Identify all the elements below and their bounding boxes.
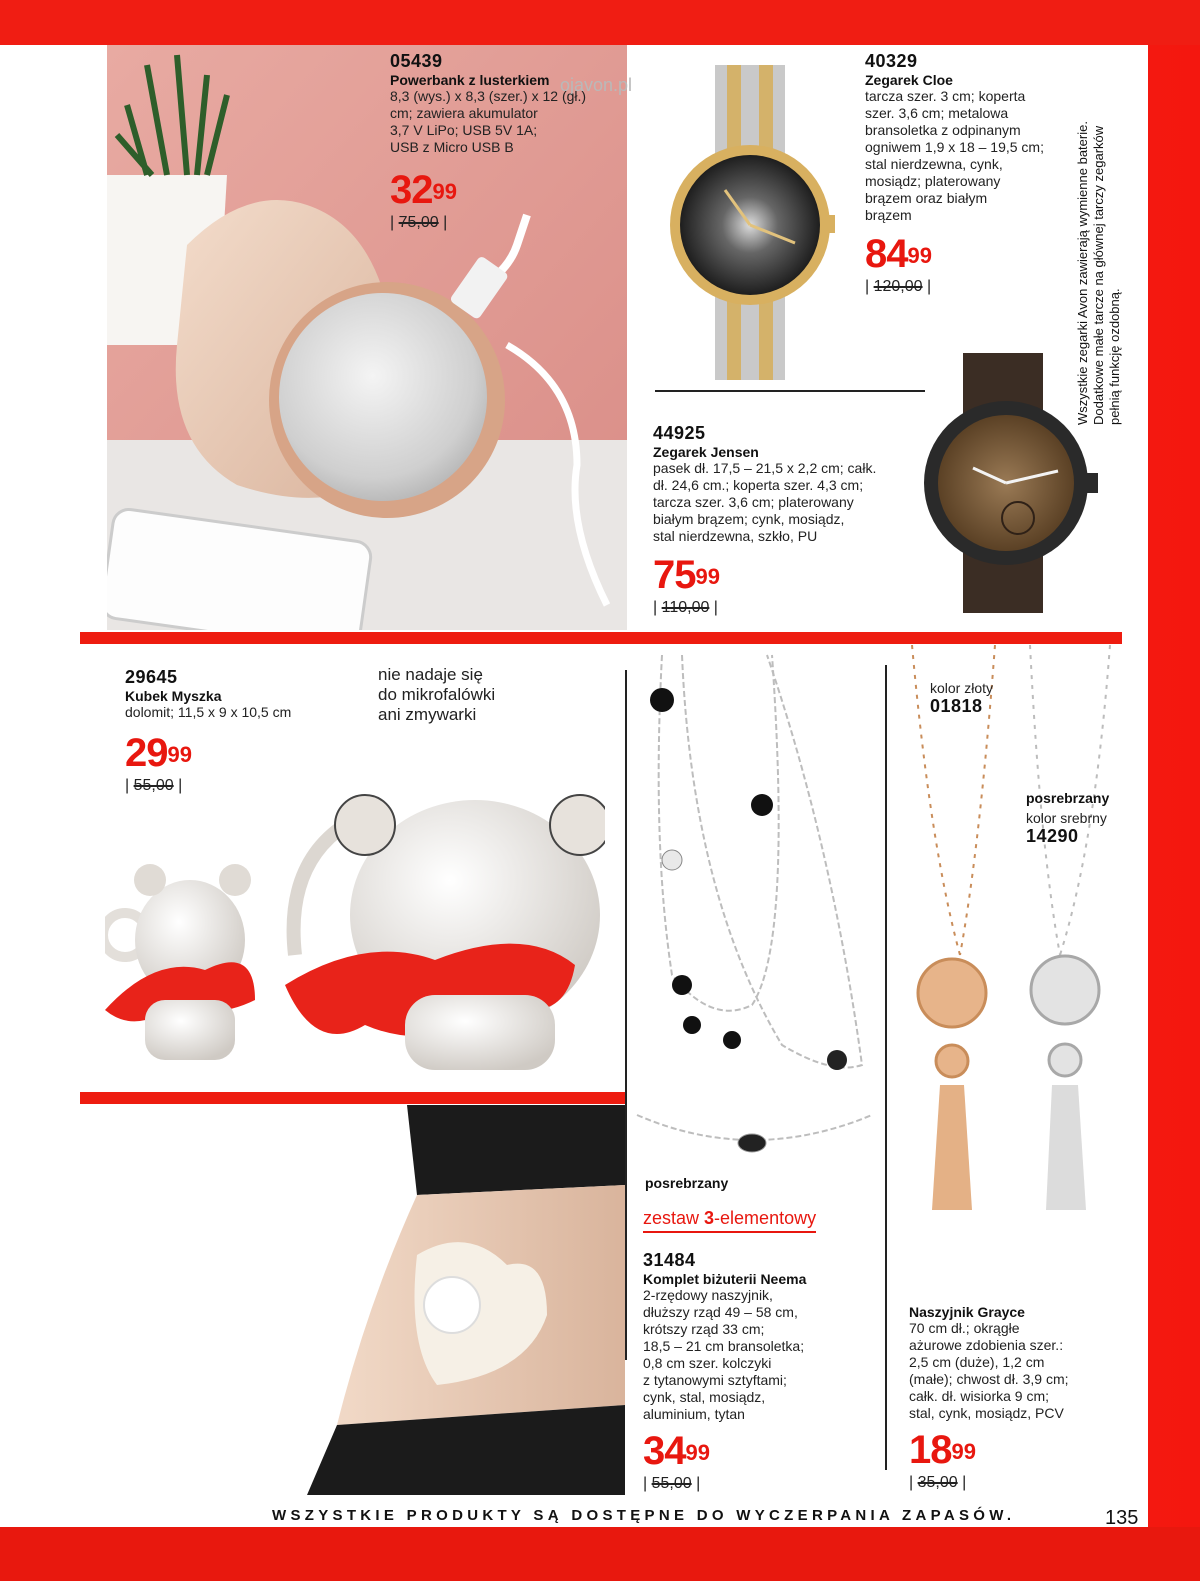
desc-line: pasek dł. 17,5 – 21,5 x 2,2 cm; całk. xyxy=(653,460,877,476)
price xyxy=(643,1431,883,1471)
section-divider-bar xyxy=(80,632,1122,644)
price-int: 29 xyxy=(125,731,168,775)
desc-line: 0,8 cm szer. kolczyki xyxy=(643,1355,772,1371)
desc-line: 2-rzędowy naszyjnik, xyxy=(643,1287,773,1303)
jensen-info xyxy=(653,423,913,617)
desc-line: tarcza szer. 3 cm; koperta xyxy=(865,88,1026,104)
old-price-value: 75,00 xyxy=(398,214,439,231)
price-dec: 99 xyxy=(167,742,192,767)
old-price: | 55,00 | xyxy=(643,1475,701,1492)
price-int: 18 xyxy=(909,1428,952,1472)
price-int: 84 xyxy=(865,232,908,276)
top-frame xyxy=(0,0,1200,45)
desc-line: stal, cynk, mosiądz, PCV xyxy=(909,1405,1064,1421)
price-int: 75 xyxy=(653,553,696,597)
grayce-gold-variant xyxy=(930,680,993,717)
product-code: 44925 xyxy=(653,423,706,443)
desc-line: ogniwem 1,9 x 18 – 19,5 cm; xyxy=(865,139,1044,155)
availability-footer: WSZYSTKIE PRODUKTY SĄ DOSTĘPNE DO WYCZERPANIA ZAPASÓW. xyxy=(272,1507,1016,1524)
column-divider xyxy=(625,670,627,1360)
product-code: 31484 xyxy=(643,1250,696,1270)
desc-line: cynk, stal, mosiądz, xyxy=(643,1389,766,1405)
grayce-silver-variant xyxy=(1026,790,1109,847)
desc-line: bransoletka z odpinanym xyxy=(865,122,1021,138)
desc-line: 3,7 V LiPo; USB 5V 1A; xyxy=(390,122,538,138)
product-desc xyxy=(125,704,365,721)
divider xyxy=(655,390,925,392)
desc-line: z tytanowymi sztyftami; xyxy=(643,1372,787,1388)
product-code: 40329 xyxy=(865,51,918,71)
mug-info xyxy=(125,667,365,795)
desc-line: brązem xyxy=(865,207,912,223)
desc-line: ażurowe zdobienia szer.: xyxy=(909,1337,1064,1353)
desc-line: stal nierdzewna, szkło, PU xyxy=(653,528,818,544)
watermark: ojavon.pl xyxy=(560,75,633,95)
neema-finish: posrebrzany xyxy=(645,1175,729,1191)
old-price-value: 55,00 xyxy=(651,1475,692,1492)
variant-label: kolor złoty xyxy=(930,680,994,696)
old-price-value: 55,00 xyxy=(133,777,174,794)
powerbank-info xyxy=(390,51,620,232)
product-desc xyxy=(653,460,913,545)
price xyxy=(390,170,620,210)
neema-info xyxy=(643,1250,883,1493)
desc-line: 8,3 (wys.) x 8,3 (szer.) x 12 (gł.) xyxy=(390,88,587,104)
price-dec: 99 xyxy=(685,1440,710,1465)
desc-line: 70 cm dł.; okrągłe xyxy=(909,1320,1020,1336)
watch-side-note: Wszystkie zegarki Avon zawierają wymienne baterie. Dodatkowe małe tarcze na głównej tarczy zegarków pełnią funkcję ozdobną. xyxy=(1075,121,1122,425)
column-divider xyxy=(885,665,887,1470)
desc-line: tarcza szer. 3,6 cm; platerowany xyxy=(653,494,854,510)
price-dec: 99 xyxy=(951,1439,976,1464)
price-dec: 99 xyxy=(695,564,720,589)
price-dec: 99 xyxy=(432,179,457,204)
desc-line: USB z Micro USB B xyxy=(390,139,514,155)
grayce-info xyxy=(909,1304,1139,1492)
price xyxy=(909,1430,1139,1470)
note-line: ani zmywarki xyxy=(378,705,477,724)
bottom-frame xyxy=(0,1527,1200,1581)
note-line: nie nadaje się xyxy=(378,665,483,684)
neema-jewelry-photo xyxy=(632,645,877,1165)
price-dec: 99 xyxy=(907,243,932,268)
product-name: Komplet biżuterii Neema xyxy=(643,1271,807,1287)
product-desc xyxy=(643,1287,883,1423)
product-name: Kubek Myszka xyxy=(125,688,222,704)
product-name: Naszyjnik Grayce xyxy=(909,1304,1025,1320)
old-price: | 110,00 | xyxy=(653,599,718,616)
jensen-watch-photo xyxy=(918,353,1103,613)
price-int: 32 xyxy=(390,168,433,212)
mug-usage-note xyxy=(378,665,578,725)
desc-line: dolomit; 11,5 x 9 x 10,5 cm xyxy=(125,704,292,720)
set-suffix: -elementowy xyxy=(714,1208,817,1228)
product-name: Zegarek Cloe xyxy=(865,72,953,88)
desc-line: krótszy rząd 33 cm; xyxy=(643,1321,765,1337)
desc-line: dł. 24,6 cm.; koperta szer. 4,3 cm; xyxy=(653,477,864,493)
product-name: Powerbank z lusterkiem xyxy=(390,72,550,88)
product-code: 05439 xyxy=(390,51,443,71)
price xyxy=(653,555,913,595)
old-price: | 35,00 | xyxy=(909,1474,967,1491)
cloe-watch-photo xyxy=(665,65,835,380)
page-number: 135 xyxy=(1105,1507,1139,1529)
set-label xyxy=(643,1208,816,1233)
desc-line: 18,5 – 21 cm bransoletka; xyxy=(643,1338,805,1354)
price-int: 34 xyxy=(643,1429,686,1473)
variant-finish: posrebrzany xyxy=(1026,790,1110,806)
desc-line: całk. dł. wisiorka 9 cm; xyxy=(909,1388,1050,1404)
old-price: | 75,00 | xyxy=(390,214,448,231)
variant-code: 01818 xyxy=(930,696,983,716)
desc-line: stal nierdzewna, cynk, xyxy=(865,156,1003,172)
desc-line: (małe); chwost dł. 3,9 cm; xyxy=(909,1371,1069,1387)
section-divider-bar xyxy=(80,1092,625,1104)
product-code: 29645 xyxy=(125,667,178,687)
desc-line: mosiądz; platerowany xyxy=(865,173,1001,189)
product-desc xyxy=(909,1320,1139,1422)
catalog-page xyxy=(0,45,1148,1527)
price xyxy=(865,234,1065,274)
massager-photo xyxy=(107,1105,625,1495)
old-price-value: 110,00 xyxy=(661,599,710,616)
old-price: | 120,00 | xyxy=(865,278,932,295)
product-name: Zegarek Jensen xyxy=(653,444,759,460)
mug-photo xyxy=(105,785,605,1070)
cloe-info xyxy=(865,51,1065,296)
variant-code: 14290 xyxy=(1026,826,1079,846)
note-line: do mikrofalówki xyxy=(378,685,496,704)
old-price: | 55,00 | xyxy=(125,777,183,794)
desc-line: dłuższy rząd 49 – 58 cm, xyxy=(643,1304,798,1320)
desc-line: aluminium, tytan xyxy=(643,1406,745,1422)
grayce-necklaces-photo xyxy=(900,645,1130,1225)
desc-line: brązem oraz białym xyxy=(865,190,988,206)
product-desc xyxy=(390,88,620,156)
desc-line: białym brązem; cynk, mosiądz, xyxy=(653,511,845,527)
desc-line: szer. 3,6 cm; metalowa xyxy=(865,105,1009,121)
old-price-value: 35,00 xyxy=(917,1474,958,1491)
price xyxy=(125,733,365,773)
product-desc xyxy=(865,88,1065,224)
desc-line: cm; zawiera akumulator xyxy=(390,105,538,121)
set-number: 3 xyxy=(704,1208,715,1228)
old-price-value: 120,00 xyxy=(873,278,923,295)
variant-label: kolor srebrny xyxy=(1026,810,1107,826)
desc-line: 2,5 cm (duże), 1,2 cm xyxy=(909,1354,1045,1370)
set-prefix: zestaw xyxy=(643,1208,705,1228)
